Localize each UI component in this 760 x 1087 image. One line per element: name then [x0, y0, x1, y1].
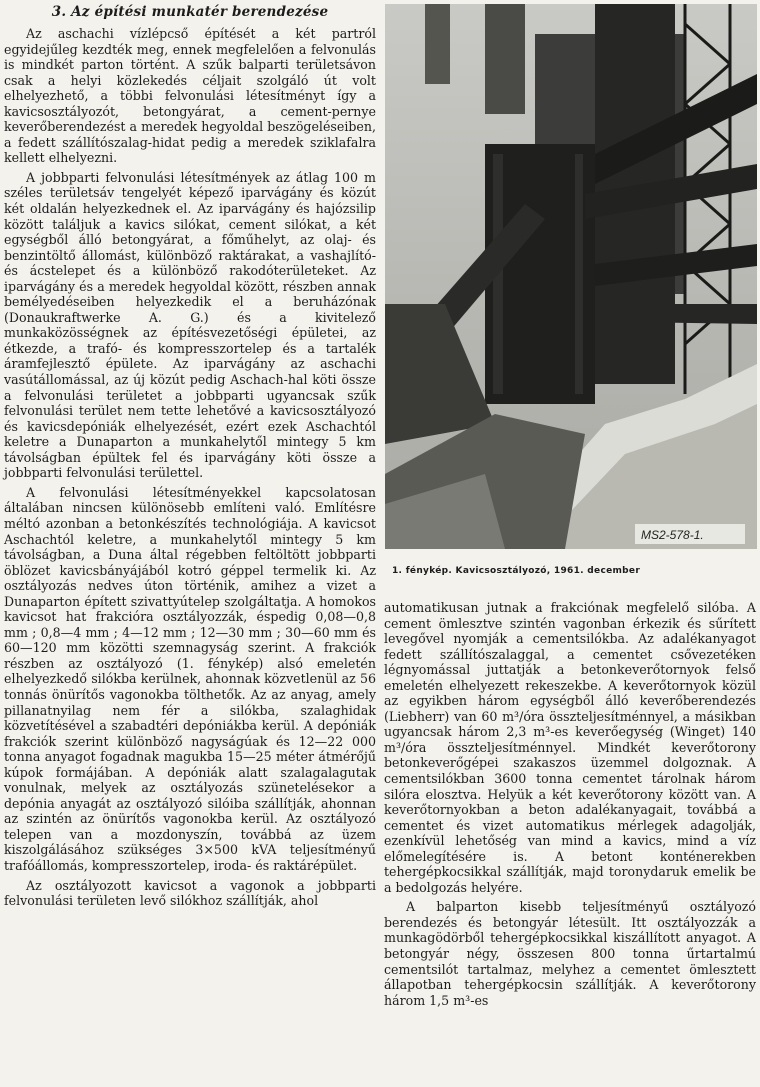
photo-stamp: MS2-578-1.	[641, 528, 704, 542]
paragraph-4: Az osztályozott kavicsot a vagonok a jobbparti felvonulási területen levő silókhoz szállítják, ahol	[4, 877, 376, 909]
photo-gravel-sorting-plant	[385, 4, 757, 549]
paragraph-2: A jobbparti felvonulási létesítmények az átlag 100 m széles területsáv tengelyét képező iparvágány és közút két oldalán helyezkednek el. Az iparvágány és hajózsilip között találjuk a kavics silókat, cement silókat, a két egységből álló betongyárat, a főműhelyt, az olaj- és benzintöltő állomást, különböző raktárakat, a vashajlító- és ácstelepet és a különböző rakodóterületeket. Az iparvágány és a meredek hegyoldal között, részben annak bemélyedéseiben helyezkedik el a beruházónak (Donaukraftwerke A. G.) és a kivitelező munkaközösségnek az építésvezetőségi épületei, az étkezde, a trafó- és kompresszortelep és a tartalék áramfejlesztő épülete. Az iparvágány az aschachi vasútállomással, az új közút pedig Aschach-hal köti össze a felvonulási területet a jobbparti ugyancsak szűk felvonulási terület nem tette lehetővé a kavicsosztályozó és kavicsdepóniák elhelyezését, ezért ezek Aschachtól keletre a Dunaparton a munkahelytől mintegy 5 km távolságban épültek fel és iparvágány köti össze a jobbparti felvonulási területtel.	[4, 169, 376, 481]
right-column	[384, 600, 756, 1012]
photo-caption: 1. fénykép. Kavicsosztályozó, 1961. december	[392, 566, 641, 576]
photo-illustration	[385, 4, 757, 549]
paragraph-3: A felvonulási létesítményekkel kapcsolatosan általában nincsen különösebb említeni való. Említésre méltó azonban a betonkészítés technológiája. A kavicsot Aschachtól keletre, a munkahelytől mintegy 5 km távolságban, a Duna által régebben feltöltött jobbparti öblözet kavicsbányájából kotró géppel termelik ki. Az osztályozás nedves úton történik, amihez a vizet a Dunaparton épített szivattyútelep szolgáltatja. A homokos kavicsot hat frakcióra osztályozzák, éspedig 0,08—0,8 mm ; 0,8—4 mm ; 4—12 mm ; 12—30 mm ; 30—60 mm és 60—120 mm közötti szemnagyság szerint. A frakciók részben az osztályozó (1. fénykép) alsó emeletén elhelyezkedő silókba kerülnek, ahonnak közvetlenül az 56 tonnás önürítős vagonokba tölthetők. Az az anyag, amely pillanatnyilag nem fér a silókba, szalaghidak közvetítésével a szabadtéri depóniákba kerül. A depóniák frakciók szerint különböző nagyságúak és 12—22 000 tonna anyagot fogadnak magukba 15—25 méter átmérőjű kúpok formájában. A depóniák alatt szalagalagutak vonulnak, melyek az osztályozás szünetelésekor a depónia anyagát az osztályozó silóiba szállítják, ahonnan az szintén az önürítős vagonokba kerül. Az osztályozó telepen van a mozdonyszín, továbbá az üzem kiszolgálásához szükséges 3×500 kVA teljesítményű trafóállomás, kompresszortelep, iroda- és raktárépület.	[4, 484, 376, 873]
paragraph-6: A balparton kisebb teljesítményű osztályozó berendezés és betongyár létesült. Itt osztályozzák a munkagödörből tehergépkocsikkal kiszállított anyagot. A betongyár négy, összesen 800 tonna űrtartalmú cementsilót tartalmaz, melyhez a cementet ömlesztett állapotban tehergépkocsin szállítják. A keverőtorony három 1,5 m³-es	[384, 899, 756, 1008]
section-heading: 3. Az építési munkatér berendezése	[51, 4, 329, 20]
paragraph-5: automatikusan jutnak a frakciónak megfelelő silóba. A cement ömlesztve szintén vagonban érkezik és sűrített levegővel nyomják a cementsilókba. Az adalékanyagot fedett szállítószalaggal, a cementet csővezetéken légnyomással juttatják a betonkeverőtornyok felső emeletén elhelyezett rekeszekbe. A keverőtornyok közül az egyikben három egységből álló keverőberendezés (Liebherr) van 60 m³/óra összteljesítménnyel, a másikban ugyancsak három 2,3 m³-es keverőegység (Winget) 140 m³/óra összteljesítménnyel. Mindkét keverőtorony betonkeverőgépei szakaszos üzemmel dolgoznak. A cementsilókban 3600 tonna cementet tárolnak három silóra elosztva. Helyük a két keverőtorony között van. A keverőtornyokban a beton adalékanyagait, továbbá a cementet és vizet automatikus mérlegek adagolják, ezenkívül lehetőség van mind a kavics, mind a víz előmelegítésére is. A betont konténerekben tehergépkocsikkal szállítják, majd toronydaruk emelik be a bedolgozás helyére.	[384, 600, 756, 895]
left-column	[4, 4, 376, 913]
paragraph-1: Az aschachi vízlépcső építését a két partról egyidejűleg kezdték meg, ennek megfelelően a felvonulás is mindkét parton történt. A szűk balparti területsávon csak a helyi közlekedés céljait szolgáló út volt elhelyezhető, a többi felvonulási létesítményt így a kavicsosztályozót, betongyárat, a cement-pernye keverőberendezést a meredek hegyoldal beszögeléseiben, a fedett szállítószalag-hidat pedig a meredek sziklafalra kellett elhelyezni.	[4, 26, 376, 166]
